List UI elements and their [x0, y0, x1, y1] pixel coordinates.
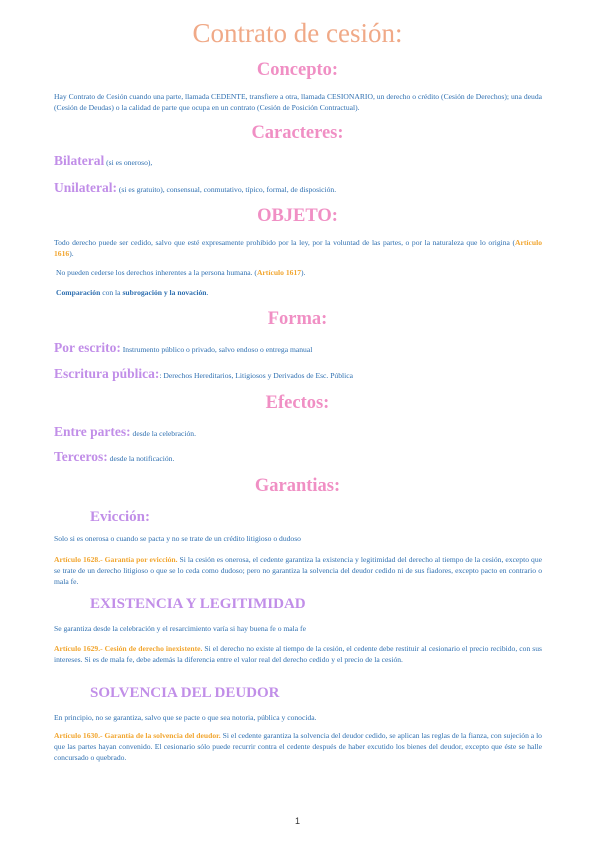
article-1617-ref: Artículo 1617	[256, 268, 302, 277]
article-1630-ref: Artículo 1630.- Garantía de la solvencia del deudor.	[54, 731, 221, 740]
escritura-text: : Derechos Hereditarios, Litigiosos y Derivados de Esc. Pública	[159, 371, 353, 380]
bilateral-line	[54, 155, 542, 168]
eviccion-paragraph-2	[54, 554, 542, 587]
article-1616-ref: Artículo 1616	[54, 238, 542, 258]
escrito-line	[54, 342, 542, 355]
unilateral-line	[54, 182, 542, 195]
article-1628-ref: Artículo 1628.- Garantía por evicción.	[54, 555, 178, 564]
escritura-label: Escritura pública:	[54, 366, 160, 381]
heading-existencia: EXISTENCIA Y LEGITIMIDAD	[90, 596, 306, 612]
bilateral-text: (si es oneroso),	[104, 158, 153, 167]
heading-efectos: Efectos:	[265, 393, 330, 413]
heading-concepto: Concepto:	[256, 60, 339, 80]
comparacion-bold: Comparación	[56, 288, 101, 297]
heading-solvencia: SOLVENCIA DEL DEUDOR	[90, 685, 280, 701]
bilateral-label: Bilateral	[54, 153, 105, 168]
objeto-p2-end: ).	[301, 268, 306, 277]
escritura-line	[54, 368, 542, 381]
solvencia-p2-text: Si el cedente garantiza la solvencia del deudor cedido, se aplican las reglas de la fianza, con sujeción a lo que las partes hayan convenido. El cesionario sólo puede recurrir contra el cedente después de haber excutido los bienes del deudor, excepto que éste se halle concursado o quebrado.	[54, 731, 542, 762]
objeto-p1-end: ).	[69, 249, 74, 258]
partes-text: desde la celebración.	[130, 429, 196, 438]
objeto-p2-text: No pueden cederse los derechos inherentes a la persona humana. (	[56, 268, 257, 277]
terceros-line	[54, 451, 542, 464]
eviccion-p2-text: Si la cesión es onerosa, el cedente garantiza la existencia y legitimidad del derecho al tiempo de la cesión, excepto que se trate de un derecho litigioso o que se lo ceda como dudoso; pero no garantiza la solvencia del deudor cedido ni de sus fiadores, excepto pacto en contrario o mala fe.	[54, 555, 542, 586]
existencia-paragraph-1: Se garantiza desde la celebración y el resarcimiento varía si hay buena fe o mala fe	[54, 624, 306, 633]
concepto-paragraph: Hay Contrato de Cesión cuando una parte, llamada CEDENTE, transfiere a otra, llamada CESIONARIO, un derecho o crédito (Cesión de Derechos); una deuda (Cesión de Deudas) o la calidad de parte que ocupa en un contrato (Cesión de Posición Contractual).	[54, 92, 542, 112]
unilateral-text: (si es gratuito), consensual, conmutativo, típico, formal, de disposición.	[117, 185, 337, 194]
heading-forma: Forma:	[267, 309, 328, 329]
terceros-label: Terceros:	[54, 449, 108, 464]
objeto-paragraph-1	[54, 237, 542, 259]
document-title: Contrato de cesión:	[192, 18, 403, 48]
partes-label: Entre partes:	[54, 424, 131, 439]
existencia-paragraph-2	[54, 643, 542, 665]
escrito-text: Instrumento público o privado, salvo endoso o entrega manual	[120, 345, 313, 354]
page-number: 1	[294, 816, 300, 826]
solvencia-paragraph-2	[54, 730, 542, 763]
existencia-p2-text: Si el derecho no existe al tiempo de la cesión, el cedente debe restituir al cesionario el precio recibido, con sus intereses. Si es de mala fe, debe además la diferencia entre el valor real del derecho cedido y el precio de la cesión.	[54, 644, 542, 664]
unilateral-label: Unilateral:	[54, 180, 117, 195]
subrogacion-bold: subrogación y la novación	[122, 288, 207, 297]
eviccion-paragraph-1: Solo si es onerosa o cuando se pacta y no se trate de un crédito litigioso o dudoso	[54, 534, 301, 543]
objeto-p1-text: Todo derecho puede ser cedido, salvo que esté expresamente prohibido por la ley, por la voluntad de las partes, o por la naturaleza que lo origina (	[54, 238, 515, 247]
heading-garantias: Garantias:	[254, 476, 341, 496]
terceros-text: desde la notificación.	[107, 454, 175, 463]
objeto-paragraph-3	[56, 287, 544, 298]
objeto-p3-mid: con la	[100, 288, 123, 297]
escrito-label: Por escrito:	[54, 340, 121, 355]
objeto-p3-end: .	[206, 288, 209, 297]
heading-caracteres: Caracteres:	[251, 123, 344, 143]
objeto-paragraph-2	[56, 267, 544, 278]
heading-eviccion: Evicción:	[90, 509, 150, 525]
heading-objeto: OBJETO:	[257, 206, 338, 226]
partes-line	[54, 426, 542, 439]
solvencia-paragraph-1: En principio, no se garantiza, salvo que se pacte o que sea notoria, pública y conocida.	[54, 713, 317, 722]
article-1629-ref: Artículo 1629.- Cesión de derecho inexistente.	[54, 644, 203, 653]
